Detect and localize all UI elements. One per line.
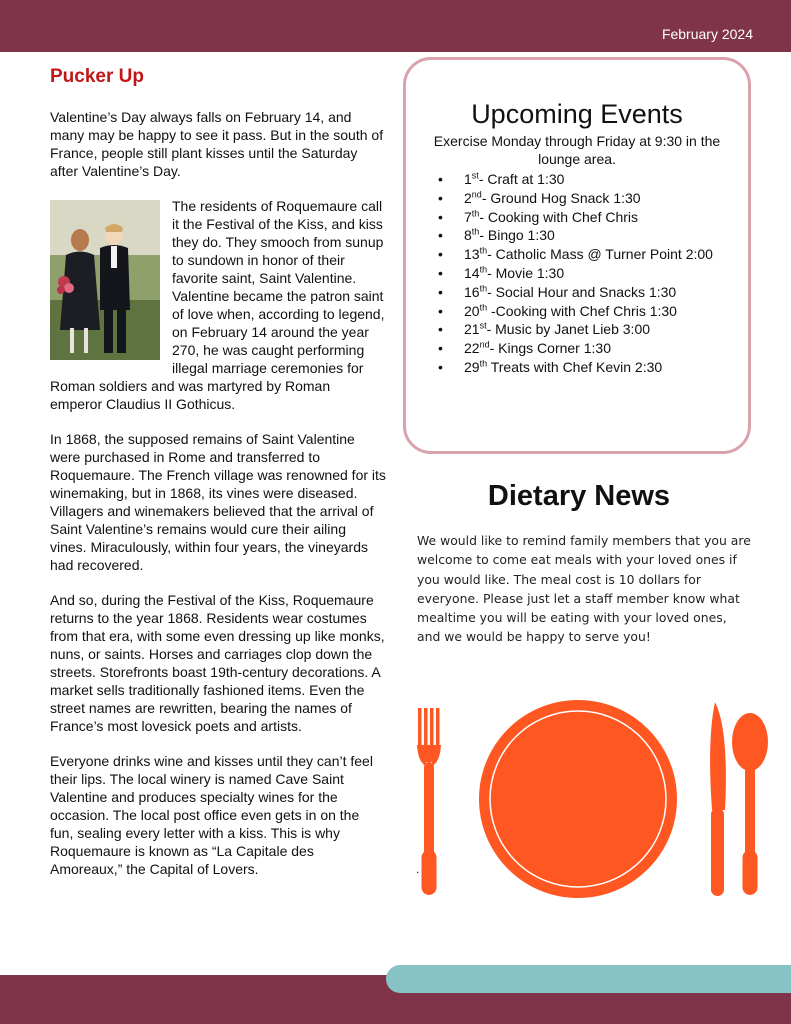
event-description: - Kings Corner 1:30 bbox=[489, 340, 611, 357]
article-paragraph-4: And so, during the Festival of the Kiss, Roquemaure returns to the year 1868. Residents wear costumes from that era, with some even dressing up like monks, nuns, or saints. Horses and carriages clop down the streets. Storefronts boast 19th-century decorations. A market sells traditionally fashioned items. Even the street names are rewritten, bearing the names of France’s most lovesick poets and artists. bbox=[50, 592, 385, 734]
event-description: - Music by Janet Lieb 3:00 bbox=[486, 321, 651, 338]
event-day: 7 bbox=[464, 208, 472, 225]
article-title: Pucker Up bbox=[50, 66, 144, 87]
article-paragraph-3: In 1868, the supposed remains of Saint Valentine were purchased in Rome and transferred to Roquemaure. The French village was renowned for its winemaking, but in 1868, its vines were diseased. Villagers and winemakers believed that the arrival of Saint Valentine’s remains would cure their ailing vines. Miraculously, within four years, the vineyards had recovered. bbox=[50, 431, 386, 573]
stray-period: . bbox=[416, 862, 420, 876]
event-item bbox=[438, 245, 748, 264]
event-day: 29 bbox=[464, 358, 480, 375]
place-setting-graphic bbox=[414, 700, 774, 900]
event-description: -Cooking with Chef Chris 1:30 bbox=[487, 302, 677, 319]
event-item bbox=[438, 358, 748, 377]
issue-date: February 2024 bbox=[661, 26, 753, 42]
event-description: - Catholic Mass @ Turner Point 2:00 bbox=[487, 246, 713, 263]
kissing-children-photo bbox=[50, 200, 160, 360]
event-day: 21 bbox=[464, 321, 480, 338]
event-day: 16 bbox=[464, 283, 480, 300]
plate-icon bbox=[479, 700, 677, 898]
events-title: Upcoming Events bbox=[471, 99, 683, 129]
header-bar bbox=[0, 0, 791, 52]
event-day: 13 bbox=[464, 246, 480, 263]
spoon-icon bbox=[732, 713, 768, 895]
pucker-up-article bbox=[50, 64, 386, 895]
event-item bbox=[438, 189, 748, 208]
event-description: - Craft at 1:30 bbox=[478, 171, 565, 187]
event-item bbox=[438, 283, 748, 302]
event-item bbox=[438, 339, 748, 358]
event-description: - Movie 1:30 bbox=[487, 264, 565, 281]
event-description: - Ground Hog Snack 1:30 bbox=[481, 189, 641, 206]
upcoming-events-box bbox=[403, 57, 751, 454]
event-description: - Cooking with Chef Chris bbox=[479, 208, 639, 225]
article-paragraph-2: The residents of Roquemaure call it the Festival of the Kiss, and kiss they do. They smooch from sunup to sundown in honor of their favorite saint, Saint Valentine. Valentine became the patron saint of love when, according to legend, on February 14 around the year 270, he was caught performing illegal marriage ceremonies for Roman soldiers and was martyred by Roman emperor Claudius II Gothicus. bbox=[50, 198, 385, 412]
event-day-suffix: th bbox=[471, 226, 480, 237]
event-item bbox=[438, 302, 748, 321]
dietary-news-text: We would like to remind family members that you are welcome to come eat meals with your loved ones if you would like. The meal cost is 10 dollars for everyone. Please just let a staff member know what mealtime you will be eating with your loved ones, and we would be happy to serve you! bbox=[417, 533, 751, 645]
event-day-suffix: th bbox=[479, 283, 488, 294]
event-item bbox=[438, 264, 748, 283]
event-day-suffix: st bbox=[479, 320, 487, 331]
event-day: 14 bbox=[464, 264, 480, 281]
fork-icon bbox=[417, 708, 441, 895]
article-paragraph-5: Everyone drinks wine and kisses until they can’t feel their lips. The local winery is named Cave Saint Valentine and produces specialty wines for the occasion. The local post office even gets in on the fun, sealing every letter with a kiss. This is why Roquemaure is known as “La Capitale des Amoreaux,” the Capital of Lovers. bbox=[50, 753, 373, 877]
events-list bbox=[406, 170, 748, 377]
event-description: - Bingo 1:30 bbox=[479, 227, 555, 244]
event-item bbox=[438, 208, 748, 227]
event-item bbox=[438, 226, 748, 245]
event-day: 1 bbox=[464, 171, 472, 187]
event-day: 2 bbox=[464, 189, 472, 206]
event-day-suffix: nd bbox=[479, 339, 490, 350]
event-day-suffix: th bbox=[479, 245, 488, 256]
dietary-news-title: Dietary News bbox=[487, 480, 671, 512]
footer-accent-tab bbox=[386, 965, 791, 993]
event-day-suffix: th bbox=[479, 301, 488, 312]
knife-icon bbox=[710, 702, 726, 896]
event-day: 22 bbox=[464, 340, 480, 357]
event-day-suffix: st bbox=[471, 170, 479, 181]
event-day-suffix: th bbox=[479, 358, 488, 369]
article-paragraph-1: Valentine’s Day always falls on February 14, and many may be happy to see it pass. But in the south of France, people still plant kisses until the Saturday after Valentine’s Day. bbox=[50, 109, 384, 179]
event-item bbox=[438, 170, 748, 189]
event-item bbox=[438, 320, 748, 339]
event-day: 20 bbox=[464, 302, 480, 319]
event-day-suffix: th bbox=[471, 207, 480, 218]
event-day: 8 bbox=[464, 227, 472, 244]
event-day-suffix: nd bbox=[471, 189, 482, 200]
event-description: Treats with Chef Kevin 2:30 bbox=[487, 358, 663, 375]
event-description: - Social Hour and Snacks 1:30 bbox=[487, 283, 677, 300]
events-intro: Exercise Monday through Friday at 9:30 in the lounge area. bbox=[433, 133, 721, 167]
event-day-suffix: th bbox=[479, 264, 488, 275]
